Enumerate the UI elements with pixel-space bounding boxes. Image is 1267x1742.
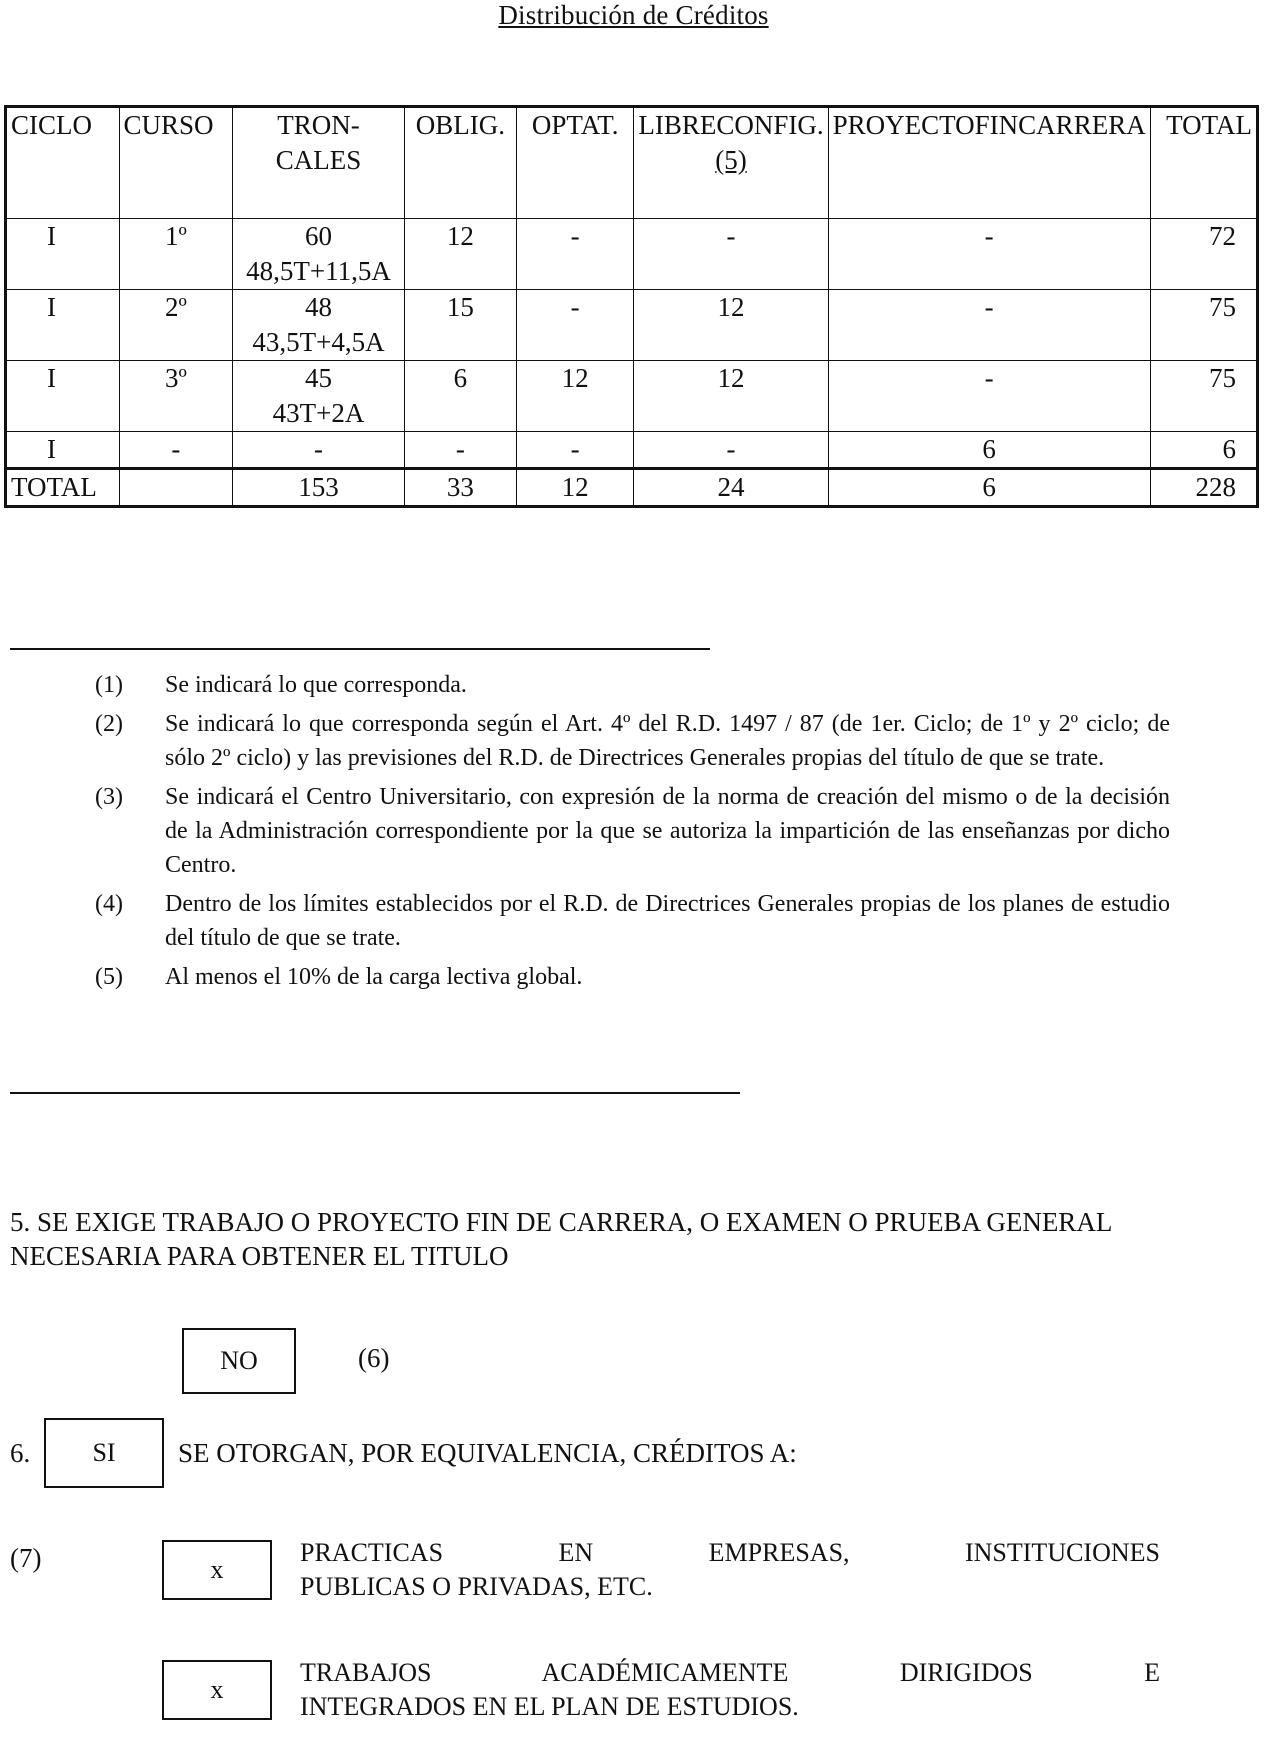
option-checkbox <box>162 1660 272 1720</box>
table-header-row <box>6 107 1258 219</box>
cell-oblig: 6 <box>404 361 516 432</box>
cell-total: 75 <box>1150 290 1257 361</box>
header-optat: OPTAT. <box>516 107 633 219</box>
option-text: PRACTICAS EN EMPRESAS, INSTITUCIONES PUBLICAS O PRIVADAS, ETC. <box>300 1538 1160 1601</box>
cell-curso <box>119 469 233 507</box>
footnote-item <box>95 668 1170 702</box>
cell-total: 75 <box>1150 361 1257 432</box>
table-row <box>6 361 1258 432</box>
cell-ciclo: TOTAL <box>6 469 120 507</box>
cell-proyecto: 6 <box>828 432 1150 469</box>
cell-optat: - <box>516 432 633 469</box>
cell-oblig: - <box>404 432 516 469</box>
divider <box>10 1092 740 1094</box>
cell-curso: 3º <box>119 361 233 432</box>
option-mark: x <box>210 1675 224 1704</box>
footnote-number: (2) <box>95 711 123 737</box>
section-6-heading: SE OTORGAN, POR EQUIVALENCIA, CRÉDITOS A: <box>178 1438 797 1468</box>
header-ciclo: CICLO <box>6 107 120 219</box>
header-total: TOTAL <box>1150 107 1257 219</box>
cell-oblig: 33 <box>404 469 516 507</box>
cell-proyecto: - <box>828 361 1150 432</box>
section-6-answer: SI <box>92 1438 116 1467</box>
cell-troncales: 153 <box>233 469 404 507</box>
header-curso: CURSO <box>119 107 233 219</box>
cell-libre: - <box>634 219 828 290</box>
cell-total: 6 <box>1150 432 1257 469</box>
footnote-number: (5) <box>95 964 123 990</box>
footnote-item <box>95 960 1170 994</box>
section-6-number: 6. <box>10 1438 31 1468</box>
cell-libre: 12 <box>634 290 828 361</box>
cell-optat: 12 <box>516 361 633 432</box>
cell-libre: 12 <box>634 361 828 432</box>
header-libre-config: LIBRECONFIG.(5) <box>634 107 828 219</box>
section-6-answer-box <box>44 1418 164 1488</box>
footnote-item <box>95 707 1170 775</box>
cell-ciclo: I <box>6 361 120 432</box>
table-row <box>6 219 1258 290</box>
footnote-item <box>95 887 1170 955</box>
footnotes-list <box>95 668 1170 999</box>
table-total-row <box>6 469 1258 507</box>
cell-total: 228 <box>1150 469 1257 507</box>
cell-ciclo: I <box>6 432 120 469</box>
cell-total: 72 <box>1150 219 1257 290</box>
credit-distribution-table <box>4 105 1259 508</box>
option-checkbox <box>162 1540 272 1600</box>
cell-proyecto: - <box>828 219 1150 290</box>
footnote-number: (1) <box>95 672 123 698</box>
divider <box>10 648 710 650</box>
option-mark: x <box>210 1555 224 1584</box>
section-5-answer: NO <box>220 1346 258 1375</box>
footnote-text: Se indicará lo que corresponda. <box>165 672 467 698</box>
option-text: TRABAJOS ACADÉMICAMENTE DIRIGIDOS E INTEGRADOS EN EL PLAN DE ESTUDIOS. <box>300 1658 1160 1721</box>
header-oblig: OBLIG. <box>404 107 516 219</box>
cell-oblig: 12 <box>404 219 516 290</box>
section-5-question: 5. SE EXIGE TRABAJO O PROYECTO FIN DE CARRERA, O EXAMEN O PRUEBA GENERAL NECESARIA PARA OBTENER EL TITULO <box>10 1207 1112 1271</box>
table-row <box>6 432 1258 469</box>
footnote-text: Dentro de los límites establecidos por el R.D. de Directrices Generales propias de los planes de estudio del título de que se trate. <box>165 891 1170 951</box>
cell-optat: - <box>516 219 633 290</box>
cell-curso: 1º <box>119 219 233 290</box>
header-proyecto-fin-carrera: PROYECTOFINCARRERA <box>828 107 1150 219</box>
footnote-text: Al menos el 10% de la carga lectiva global. <box>165 964 583 990</box>
cell-troncales: - <box>233 432 404 469</box>
header-troncales: TRON-CALES <box>233 107 404 219</box>
cell-libre: 24 <box>634 469 828 507</box>
cell-libre: - <box>634 432 828 469</box>
cell-proyecto: - <box>828 290 1150 361</box>
table-row <box>6 290 1258 361</box>
footnote-text: Se indicará lo que corresponda según el Art. 4º del R.D. 1497 / 87 (de 1er. Ciclo; de 1º y 2º ciclo; de sólo 2º ciclo) y las previsiones del R.D. de Directrices Generales propias del título de que se trate. <box>165 711 1170 771</box>
cell-troncales: 60 48,5T+11,5A <box>233 219 404 290</box>
page-title: Distribución de Créditos <box>498 0 769 30</box>
cell-optat: 12 <box>516 469 633 507</box>
cell-curso: - <box>119 432 233 469</box>
section-5-answer-box <box>182 1328 296 1394</box>
footnote-number: (3) <box>95 784 123 810</box>
cell-curso: 2º <box>119 290 233 361</box>
cell-troncales: 48 43,5T+4,5A <box>233 290 404 361</box>
footnote-text: Se indicará el Centro Universitario, con expresión de la norma de creación del mismo o de la decisión de la Administración correspondiente por la que se autoriza la impartición de las enseñanzas por dicho Centro. <box>165 784 1170 878</box>
footnote-number: (4) <box>95 891 123 917</box>
cell-oblig: 15 <box>404 290 516 361</box>
cell-proyecto: 6 <box>828 469 1150 507</box>
cell-ciclo: I <box>6 219 120 290</box>
footnote-item <box>95 780 1170 882</box>
cell-troncales: 45 43T+2A <box>233 361 404 432</box>
cell-ciclo: I <box>6 290 120 361</box>
cell-optat: - <box>516 290 633 361</box>
section-5-note: (6) <box>358 1343 390 1373</box>
section-6-note: (7) <box>10 1543 42 1573</box>
